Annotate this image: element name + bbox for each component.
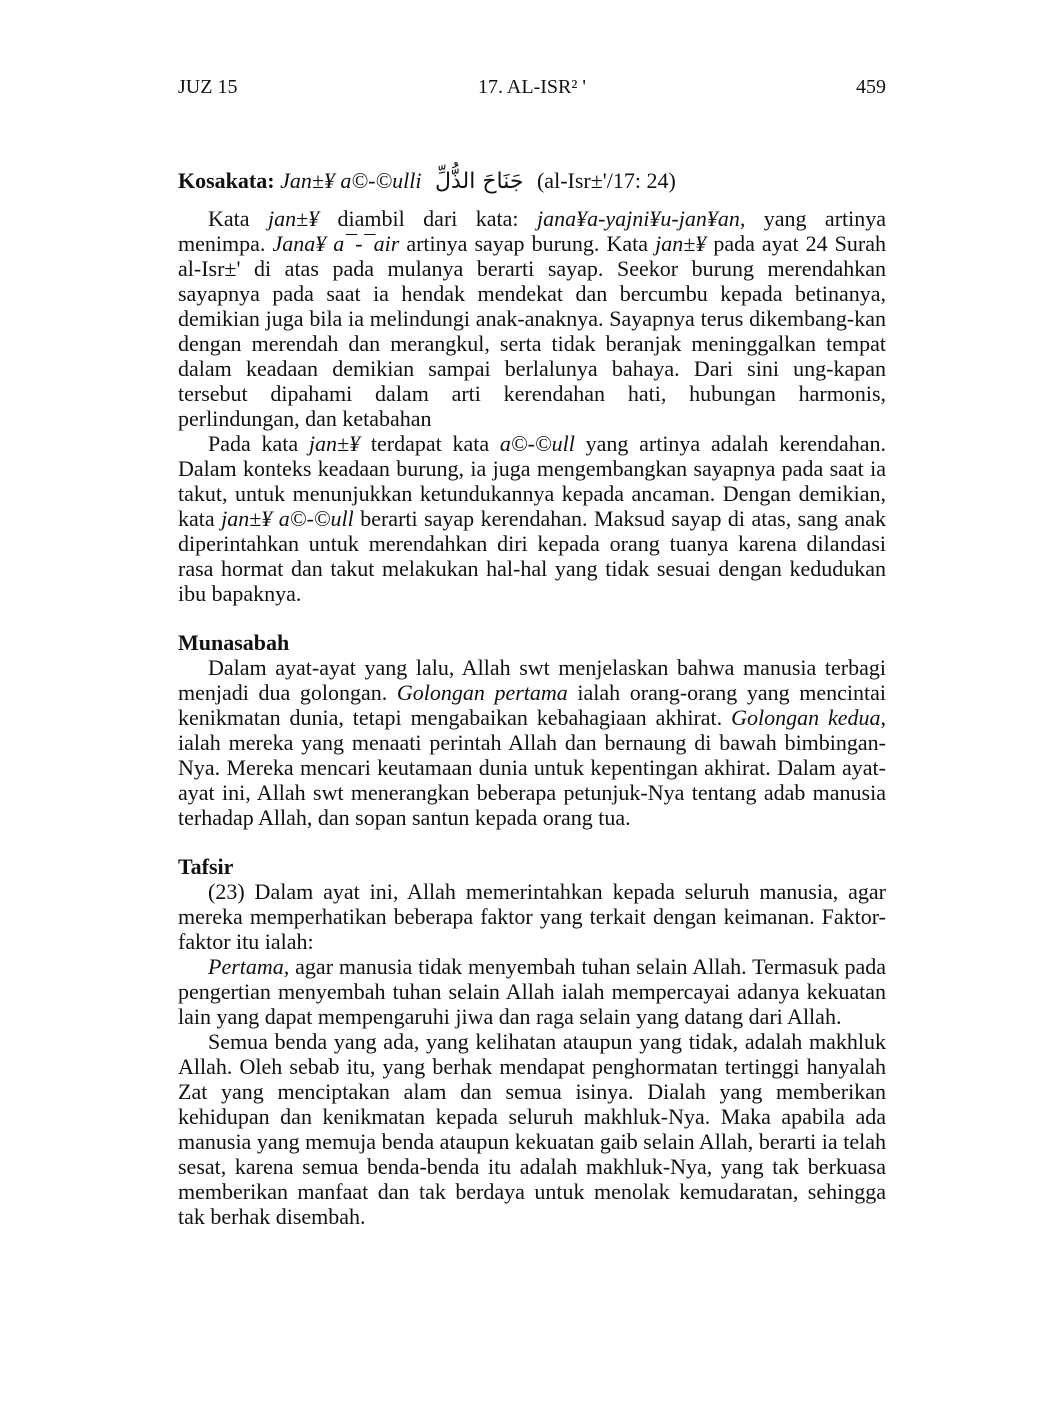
kosakata-term: Jan±¥ a©-©ulli bbox=[280, 168, 422, 193]
tafsir-heading: Tafsir bbox=[178, 854, 234, 879]
kosakata-paragraph-1: Kata jan±¥ diambil dari kata: jana¥a-yajni¥u-jan¥an, yang artinya menimpa. Jana¥ a¯-¯air artinya sayap burung. Kata jan±¥ pada ayat 24 Surah al-Isr±' di atas pada mulanya berarti sayap. Seekor burung merendahkan sayapnya pada saat ia hendak mendekat dan bercumbu kepada betinanya, demikian juga bila ia melindungi anak-anaknya. Sayapnya terus dikembang-kan dengan merendah dan merangkul, serta tidak beranjak meninggalkan tempat dalam keadaan demikian sampai berlalunya bahaya. Dari sini ung-kapan tersebut dipahami dalam arti kerendahan hati, hubungan harmonis, perlindungan, dan ketabahan bbox=[178, 206, 887, 431]
header-juz: JUZ 15 bbox=[178, 76, 238, 98]
page-number: 459 bbox=[856, 76, 886, 98]
running-header bbox=[178, 74, 886, 100]
tafsir-paragraph-2: Pertama, agar manusia tidak menyembah tuhan selain Allah. Termasuk pada pengertian menyembah tuhan selain Allah ialah mempercayai adanya kekuatan lain yang dapat mempengaruhi jiwa dan raga selain yang datang dari Allah. bbox=[178, 954, 886, 1029]
kosakata-line bbox=[178, 168, 886, 194]
munasabah-heading: Munasabah bbox=[178, 630, 290, 655]
tafsir-paragraph-1: (23) Dalam ayat ini, Allah memerintahkan kepada seluruh manusia, agar mereka memperhatikan beberapa faktor yang terkait dengan keimanan. Faktor-faktor itu ialah: bbox=[178, 879, 886, 954]
header-surah: 17. AL-ISR² ' bbox=[478, 76, 586, 98]
tafsir-paragraph-3: Semua benda yang ada, yang kelihatan ataupun yang tidak, adalah makhluk Allah. Oleh sebab itu, yang berhak mendapat penghormatan tertinggi hanyalah Zat yang menciptakan alam dan semua isinya. Dialah yang memberikan kehidupan dan kenikmatan kepada seluruh makhluk-Nya. Maka apabila ada manusia yang memuja benda ataupun kekuatan gaib selain Allah, berarti ia telah sesat, karena semua benda-benda itu adalah makhluk-Nya, yang tak berkuasa memberikan manfaat dan tak berdaya untuk menolak kemudaratan, sehingga tak berhak disembah. bbox=[178, 1029, 886, 1229]
kosakata-label: Kosakata: bbox=[178, 168, 275, 193]
kosakata-arabic: جَنَاحَ الذُّلِّ bbox=[435, 169, 524, 194]
page-body bbox=[178, 168, 886, 1229]
kosakata-paragraph-2: Pada kata jan±¥ terdapat kata a©-©ull yang artinya adalah kerendahan. Dalam konteks keadaan burung, ia juga mengembangkan sayapnya pada saat ia takut, untuk menunjukkan ketundukannya kepada ancaman. Dengan demikian, kata jan±¥ a©-©ull berarti sayap kerendahan. Maksud sayap di atas, sang anak diperintahkan untuk merendahkan diri kepada orang tuanya karena dilandasi rasa hormat dan takut melakukan hal-hal yang tidak sesuai dengan kedudukan ibu bapaknya. bbox=[178, 431, 886, 606]
kosakata-reference: (al-Isr±'/17: 24) bbox=[536, 168, 676, 193]
munasabah-paragraph: Dalam ayat-ayat yang lalu, Allah swt menjelaskan bahwa manusia terbagi menjadi dua golongan. Golongan pertama ialah orang-orang yang mencintai kenikmatan dunia, tetapi mengabaikan kebahagiaan akhirat. Golongan kedua, ialah mereka yang menaati perintah Allah dan bernaung di bawah bimbingan-Nya. Mereka mencari keutamaan dunia untuk kepentingan akhirat. Dalam ayat-ayat ini, Allah swt menerangkan beberapa petunjuk-Nya tentang adab manusia terhadap Allah, dan sopan santun kepada orang tua. bbox=[178, 655, 886, 830]
